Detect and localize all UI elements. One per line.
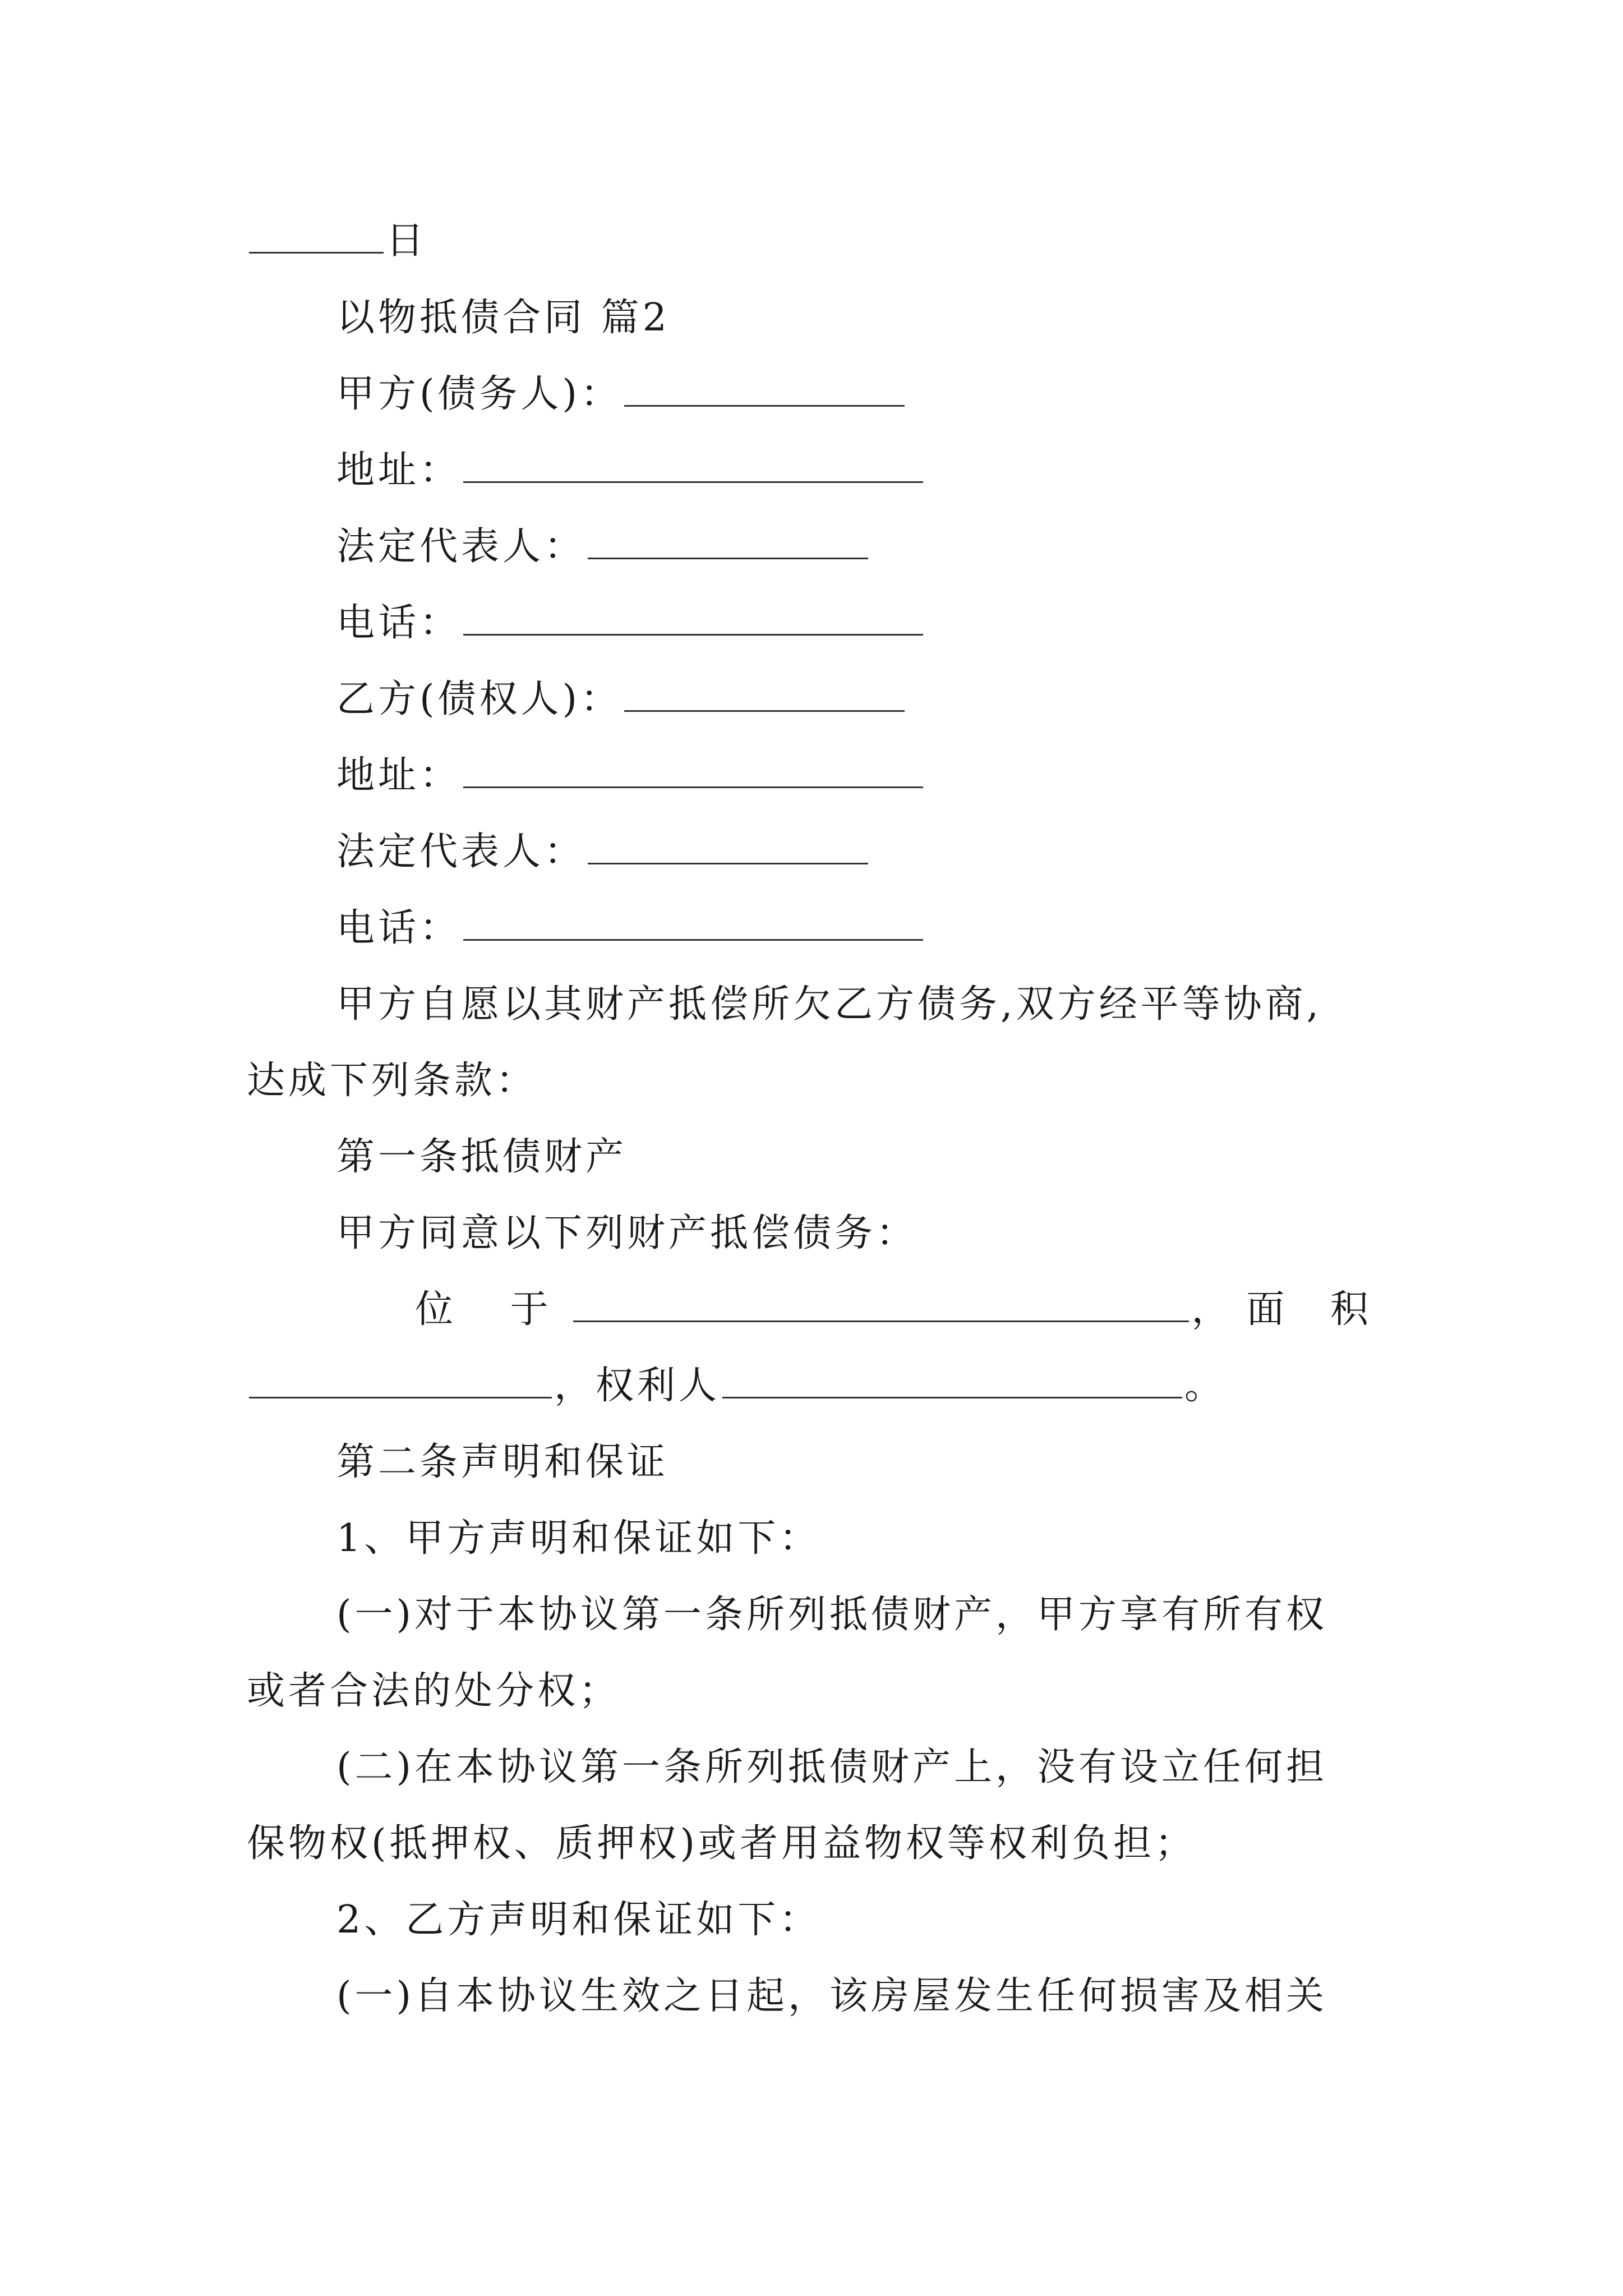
phone-a-line (336, 592, 925, 654)
item1-a-text-1: (一)对于本协议第一条所列抵债财产，甲方享有所有权 (336, 1593, 1328, 1637)
day-blank (249, 217, 384, 254)
address-b-label: 地址： (336, 753, 462, 798)
item1-a-line-2 (247, 1660, 620, 1722)
section-title (336, 287, 670, 349)
address-a-line (336, 440, 925, 501)
item1-b-text-2: 保物权(抵押权、质押权)或者用益物权等权利负担； (247, 1821, 1197, 1866)
area-label: ，面 积 (1191, 1287, 1385, 1332)
phone-b-line (336, 898, 925, 959)
item1-title: 1、甲方声明和保证如下： (336, 1516, 821, 1561)
date-day-line (247, 210, 427, 272)
item1-b-line-1 (336, 1737, 1327, 1798)
intro-line-2 (247, 1050, 537, 1112)
rights-holder-label: ，权利人 (554, 1364, 721, 1408)
item1-b-line-2 (247, 1813, 1196, 1875)
intro-text-1: 甲方自愿以其财产抵偿所欠乙方债务,双方经平等协商, (336, 982, 1322, 1027)
address-a-label: 地址： (336, 448, 462, 493)
located-line (415, 1279, 1385, 1341)
located-blank (573, 1286, 1189, 1322)
party-a-line (336, 364, 907, 425)
item1-title-line (336, 1508, 820, 1570)
area-rights-line (247, 1355, 1226, 1417)
legal-rep-b-line (336, 821, 870, 883)
party-b-label: 乙方(债权人)： (336, 677, 623, 721)
item2-title-line (336, 1889, 820, 1951)
phone-a-blank (463, 599, 923, 636)
party-b-blank (624, 675, 905, 712)
item1-a-text-2: 或者合法的处分权； (247, 1669, 621, 1713)
article2-title-line (336, 1432, 668, 1493)
address-b-line (336, 745, 925, 807)
article2-title: 第二条声明和保证 (336, 1440, 669, 1484)
party-b-line (336, 669, 907, 730)
period: 。 (1184, 1364, 1227, 1408)
item2-a-line-1 (336, 1966, 1327, 2027)
phone-b-label: 电话： (336, 906, 462, 950)
address-a-blank (463, 447, 923, 483)
phone-a-label: 电话： (336, 601, 462, 645)
legal-rep-a-blank (588, 523, 868, 559)
located-label: 位 于 (415, 1287, 571, 1332)
area-blank (249, 1362, 552, 1398)
address-b-blank (463, 752, 923, 788)
legal-rep-a-label: 法定代表人： (336, 524, 586, 569)
article1-title-line (336, 1126, 627, 1188)
intro-line-1 (336, 974, 1322, 1036)
article1-title: 第一条抵债财产 (336, 1135, 628, 1179)
section-title-text: 以物抵债合同 篇2 (336, 296, 670, 340)
party-a-blank (624, 370, 905, 407)
legal-rep-b-label: 法定代表人： (336, 830, 586, 874)
article1-text: 甲方同意以下列财产抵偿债务： (336, 1211, 918, 1255)
item2-title: 2、乙方声明和保证如下： (336, 1898, 821, 1942)
legal-rep-b-blank (588, 828, 868, 864)
legal-rep-a-line (336, 516, 870, 578)
item1-a-line-1 (336, 1584, 1327, 1646)
article1-text-line (336, 1203, 917, 1264)
item1-b-text-1: (二)在本协议第一条所列抵债财产上，没有设立任何担 (336, 1745, 1328, 1789)
intro-text-2: 达成下列条款： (247, 1059, 538, 1103)
party-a-label: 甲方(债务人)： (336, 372, 623, 416)
item2-a-text-1: (一)自本协议生效之日起，该房屋发生任何损害及相关 (336, 1974, 1328, 2018)
rights-holder-blank (722, 1362, 1182, 1398)
phone-b-blank (463, 904, 923, 941)
day-char: 日 (386, 219, 428, 263)
